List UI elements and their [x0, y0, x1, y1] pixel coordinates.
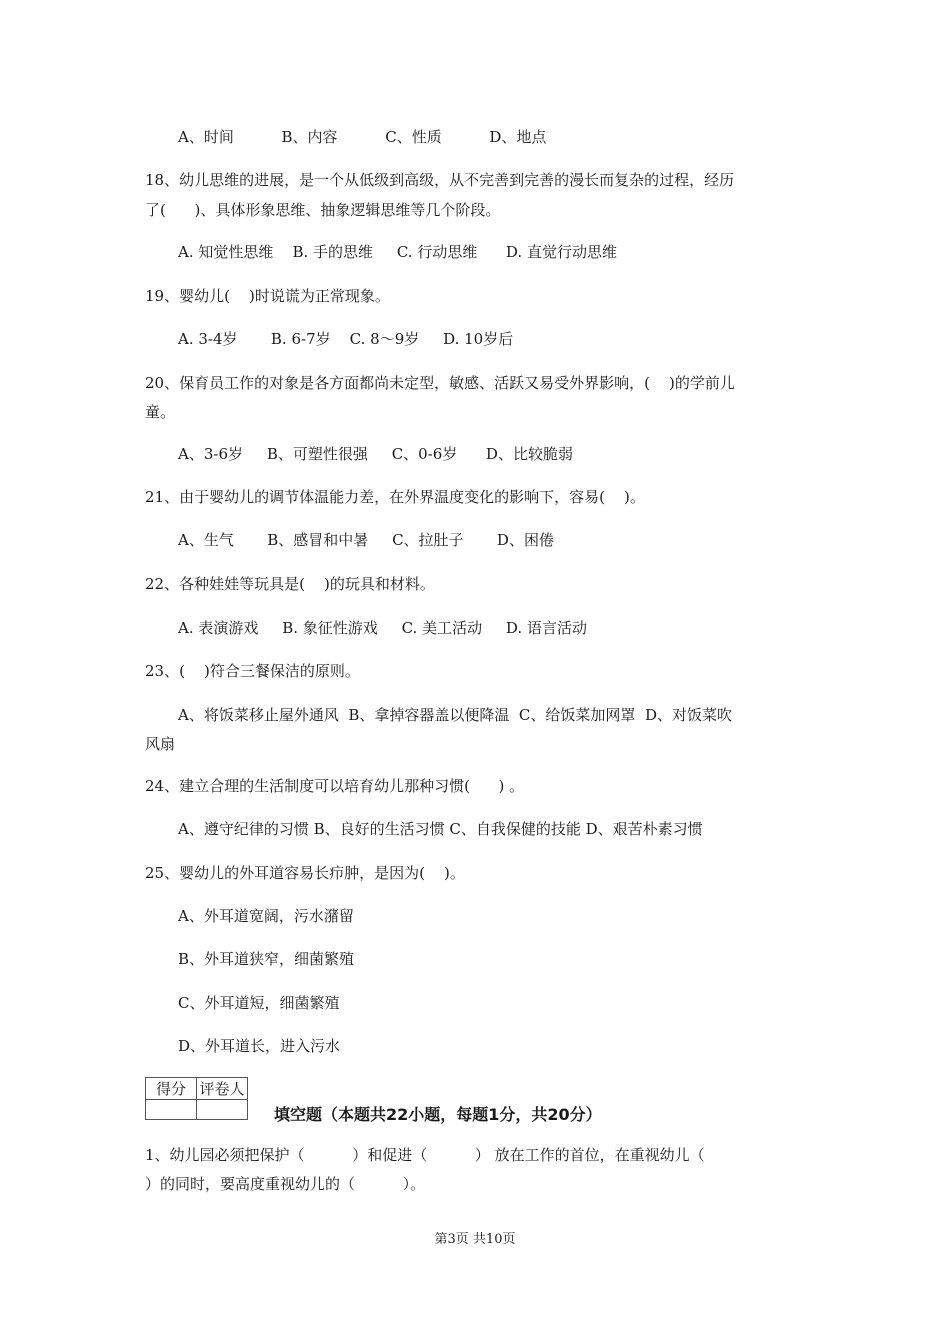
- option-line: A. 3-4岁 B. 6-7岁 C. 8～9岁 D. 10岁后: [178, 330, 514, 348]
- option-line: A、将饭菜移止屋外通风 B、拿掉容器盖以便降温 C、给饭菜加网罩 D、对饭菜吹: [178, 706, 732, 724]
- option-line: D、外耳道长，进入污水: [178, 1037, 341, 1055]
- option-line: A. 知觉性思维 B. 手的思维 C. 行动思维 D. 直觉行动思维: [178, 243, 617, 261]
- option-line: A、3-6岁 B、可塑性很强 C、0-6岁 D、比较脆弱: [178, 445, 573, 463]
- question-line: 24、建立合理的生活制度可以培育幼儿那种习惯( ) 。: [145, 777, 525, 795]
- option-line: B、外耳道狭窄，细菌繁殖: [178, 950, 355, 968]
- question-line: 22、各种娃娃等玩具是( )的玩具和材料。: [145, 575, 435, 593]
- page-footer: 第3页 共10页: [434, 1232, 516, 1247]
- grader-header: 评卷人: [197, 1078, 248, 1100]
- option-line: C、外耳道短，细菌繁殖: [178, 994, 340, 1012]
- option-line: A. 表演游戏 B. 象征性游戏 C. 美工活动 D. 语言活动: [178, 619, 587, 637]
- option-line: A、遵守纪律的习惯 B、良好的生活习惯 C、自我保健的技能 D、艰苦朴素习惯: [178, 820, 703, 838]
- option-line: A、外耳道宽阔，污水潴留: [178, 907, 354, 925]
- question-line: 18、幼儿思维的进展，是一个从低级到高级，从不完善到完善的漫长而复杂的过程，经历: [145, 171, 735, 189]
- score-header: 得分: [146, 1078, 197, 1100]
- continuation-line: ）的同时，要高度重视幼儿的（ ）。: [145, 1175, 426, 1193]
- score-table: [145, 1077, 248, 1120]
- question-line: 1、幼儿园必须把保护（ ）和促进（ ） 放在工作的首位，在重视幼儿（: [145, 1146, 705, 1164]
- question-line: 19、婴幼儿( )时说谎为正常现象。: [145, 287, 390, 305]
- question-line: 21、由于婴幼儿的调节体温能力差，在外界温度变化的影响下，容易( )。: [145, 488, 645, 506]
- question-line: 25、婴幼儿的外耳道容易长疖肿，是因为( )。: [145, 864, 465, 882]
- continuation-line: 了( )、具体形象思维、抽象逻辑思维等几个阶段。: [145, 201, 501, 219]
- score-cell: [146, 1100, 197, 1120]
- grader-cell: [197, 1100, 248, 1120]
- continuation-line: 风扇: [145, 735, 176, 753]
- question-line: 20、保育员工作的对象是各方面都尚未定型，敏感、活跃又易受外界影响，( )的学前儿: [145, 374, 735, 392]
- continuation-line: 童。: [145, 403, 176, 421]
- section-title: 填空题（本题共22小题，每题1分，共20分）: [274, 1105, 602, 1124]
- option-line: A、时间 B、内容 C、性质 D、地点: [178, 128, 547, 146]
- question-line: 23、( )符合三餐保洁的原则。: [145, 662, 360, 680]
- option-line: A、生气 B、感冒和中暑 C、拉肚子 D、困倦: [178, 531, 554, 549]
